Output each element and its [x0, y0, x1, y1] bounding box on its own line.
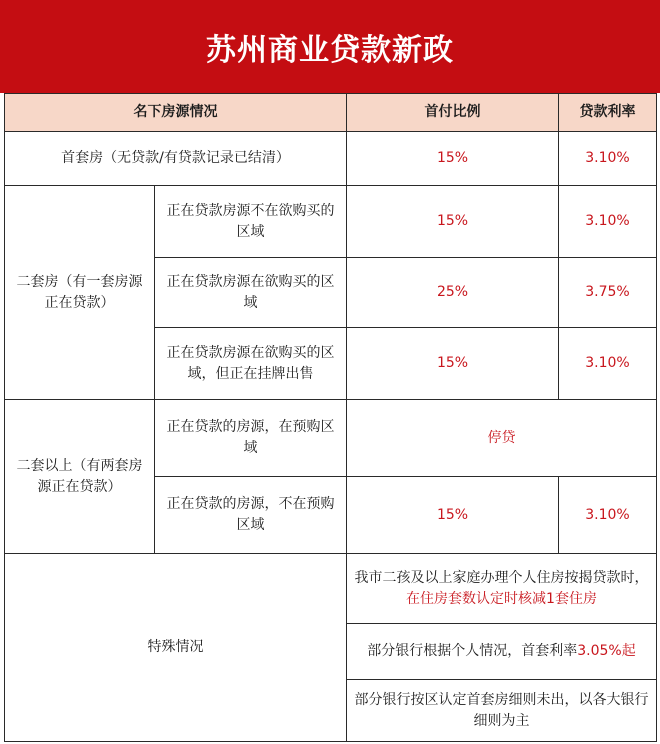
second-home-condition: 正在贷款房源不在欲购买的区域 [155, 186, 347, 258]
more-than-two-label: 二套以上（有两套房源正在贷款） [5, 400, 155, 554]
more-than-two-condition: 正在贷款的房源，在预购区域 [155, 400, 347, 477]
second-home-condition: 正在贷款房源在欲购买的区域 [155, 258, 347, 328]
second-home-down-payment: 25% [347, 258, 559, 328]
second-home-down-payment: 15% [347, 186, 559, 258]
first-home-label: 首套房（无贷款/有贷款记录已结清） [5, 132, 347, 186]
header-down-payment: 首付比例 [347, 94, 559, 132]
first-home-rate: 3.10% [559, 132, 657, 186]
more-than-two-rate: 3.10% [559, 477, 657, 554]
page-title: 苏州商业贷款新政 [0, 0, 660, 93]
table-row [5, 400, 657, 477]
header-situation: 名下房源情况 [5, 94, 347, 132]
special-note-second-child [347, 554, 657, 624]
special-case-label: 特殊情况 [5, 554, 347, 742]
second-home-rate: 3.10% [559, 328, 657, 400]
header-interest-rate: 贷款利率 [559, 94, 657, 132]
table-row [5, 554, 657, 624]
special-note-bank-rate [347, 624, 657, 680]
table-row [5, 186, 657, 258]
more-than-two-down-payment: 15% [347, 477, 559, 554]
loan-suspended-status: 停贷 [347, 400, 657, 477]
second-home-rate: 3.75% [559, 258, 657, 328]
table-row [5, 132, 657, 186]
note-text: 部分银行根据个人情况，首套利率 [367, 643, 578, 659]
note-highlight: 在住房套数认定时核减1套住房 [406, 590, 597, 607]
second-home-down-payment: 15% [347, 328, 559, 400]
more-than-two-condition: 正在贷款的房源，不在预购区域 [155, 477, 347, 554]
note-highlight: 3.05%起 [577, 643, 636, 659]
loan-policy-table [4, 93, 657, 742]
second-home-label: 二套房（有一套房源正在贷款） [5, 186, 155, 400]
special-note-district-rules: 部分银行按区认定首套房细则未出，以各大银行细则为主 [347, 680, 657, 742]
second-home-condition: 正在贷款房源在欲购买的区域，但正在挂牌出售 [155, 328, 347, 400]
table-header-row [5, 94, 657, 132]
second-home-rate: 3.10% [559, 186, 657, 258]
note-text: 我市二孩及以上家庭办理个人住房按揭贷款时， [354, 569, 649, 586]
first-home-down-payment: 15% [347, 132, 559, 186]
